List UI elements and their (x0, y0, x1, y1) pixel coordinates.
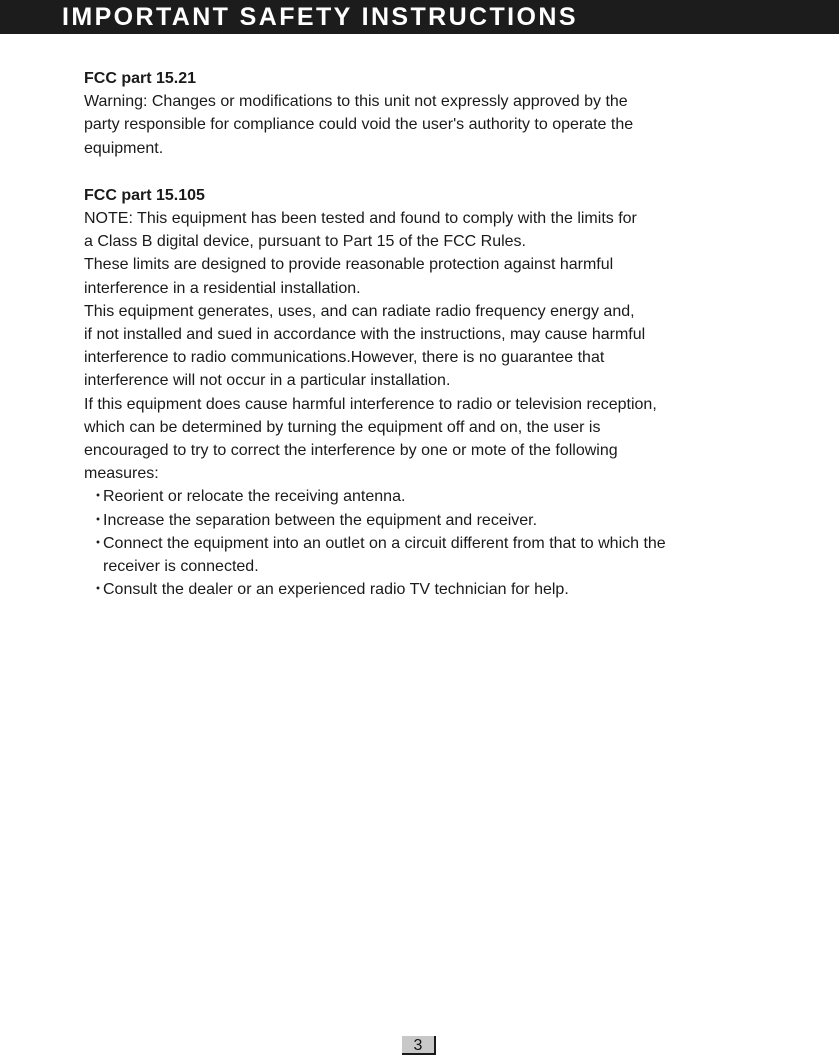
document-body (84, 67, 784, 601)
paragraph-line: if not installed and sued in accordance with the instructions, may cause harmful (84, 326, 646, 344)
list-item-continuation: receiver is connected. (103, 558, 259, 576)
list-item (84, 578, 784, 601)
list-item-text: Increase the separation between the equipment and receiver. (103, 511, 538, 529)
paragraph-line: which can be determined by turning the equipment off and on, the user is (84, 418, 601, 436)
bullet-dot-icon: ・ (90, 488, 107, 506)
paragraph-line: interference in a residential installation. (84, 279, 361, 297)
list-item-text: Consult the dealer or an experienced radio TV technician for help. (103, 581, 569, 599)
paragraph-line: If this equipment does cause harmful interference to radio or television reception, (84, 395, 657, 413)
page-title: IMPORTANT SAFETY INSTRUCTIONS (62, 3, 578, 31)
list-item (84, 509, 784, 532)
bullet-dot-icon: ・ (90, 511, 107, 529)
paragraph-line: interference to radio communications.However, there is no guarantee that (84, 349, 605, 367)
section-fcc-15-21 (84, 67, 784, 160)
list-item-text: Reorient or relocate the receiving antenna. (103, 488, 406, 506)
paragraph-line: NOTE: This equipment has been tested and found to comply with the limits for (84, 210, 637, 228)
paragraph-line: party responsible for compliance could void the user's authority to operate the (84, 116, 634, 134)
paragraph-line: encouraged to try to correct the interference by one or mote of the following (84, 442, 618, 460)
measures-list (84, 485, 784, 601)
paragraph-line: This equipment generates, uses, and can radiate radio frequency energy and, (84, 302, 635, 320)
list-item-text: Connect the equipment into an outlet on a circuit different from that to which the (103, 534, 666, 552)
paragraph-line: a Class B digital device, pursuant to Part 15 of the FCC Rules. (84, 233, 526, 251)
paragraph-line: Warning: Changes or modifications to this unit not expressly approved by the (84, 93, 628, 111)
bullet-dot-icon: ・ (90, 581, 107, 599)
section-fcc-15-105 (84, 184, 784, 602)
list-item (84, 532, 784, 578)
section-heading: FCC part 15.105 (84, 186, 205, 204)
paragraph-line: interference will not occur in a particular installation. (84, 372, 451, 390)
paragraph-line: These limits are designed to provide reasonable protection against harmful (84, 256, 614, 274)
paragraph-line: equipment. (84, 139, 164, 157)
page-number: 3 (402, 1036, 436, 1055)
header-bar (0, 0, 839, 34)
bullet-dot-icon: ・ (90, 534, 107, 552)
paragraph-line: measures: (84, 465, 159, 483)
section-heading: FCC part 15.21 (84, 70, 197, 87)
list-item (84, 485, 784, 508)
